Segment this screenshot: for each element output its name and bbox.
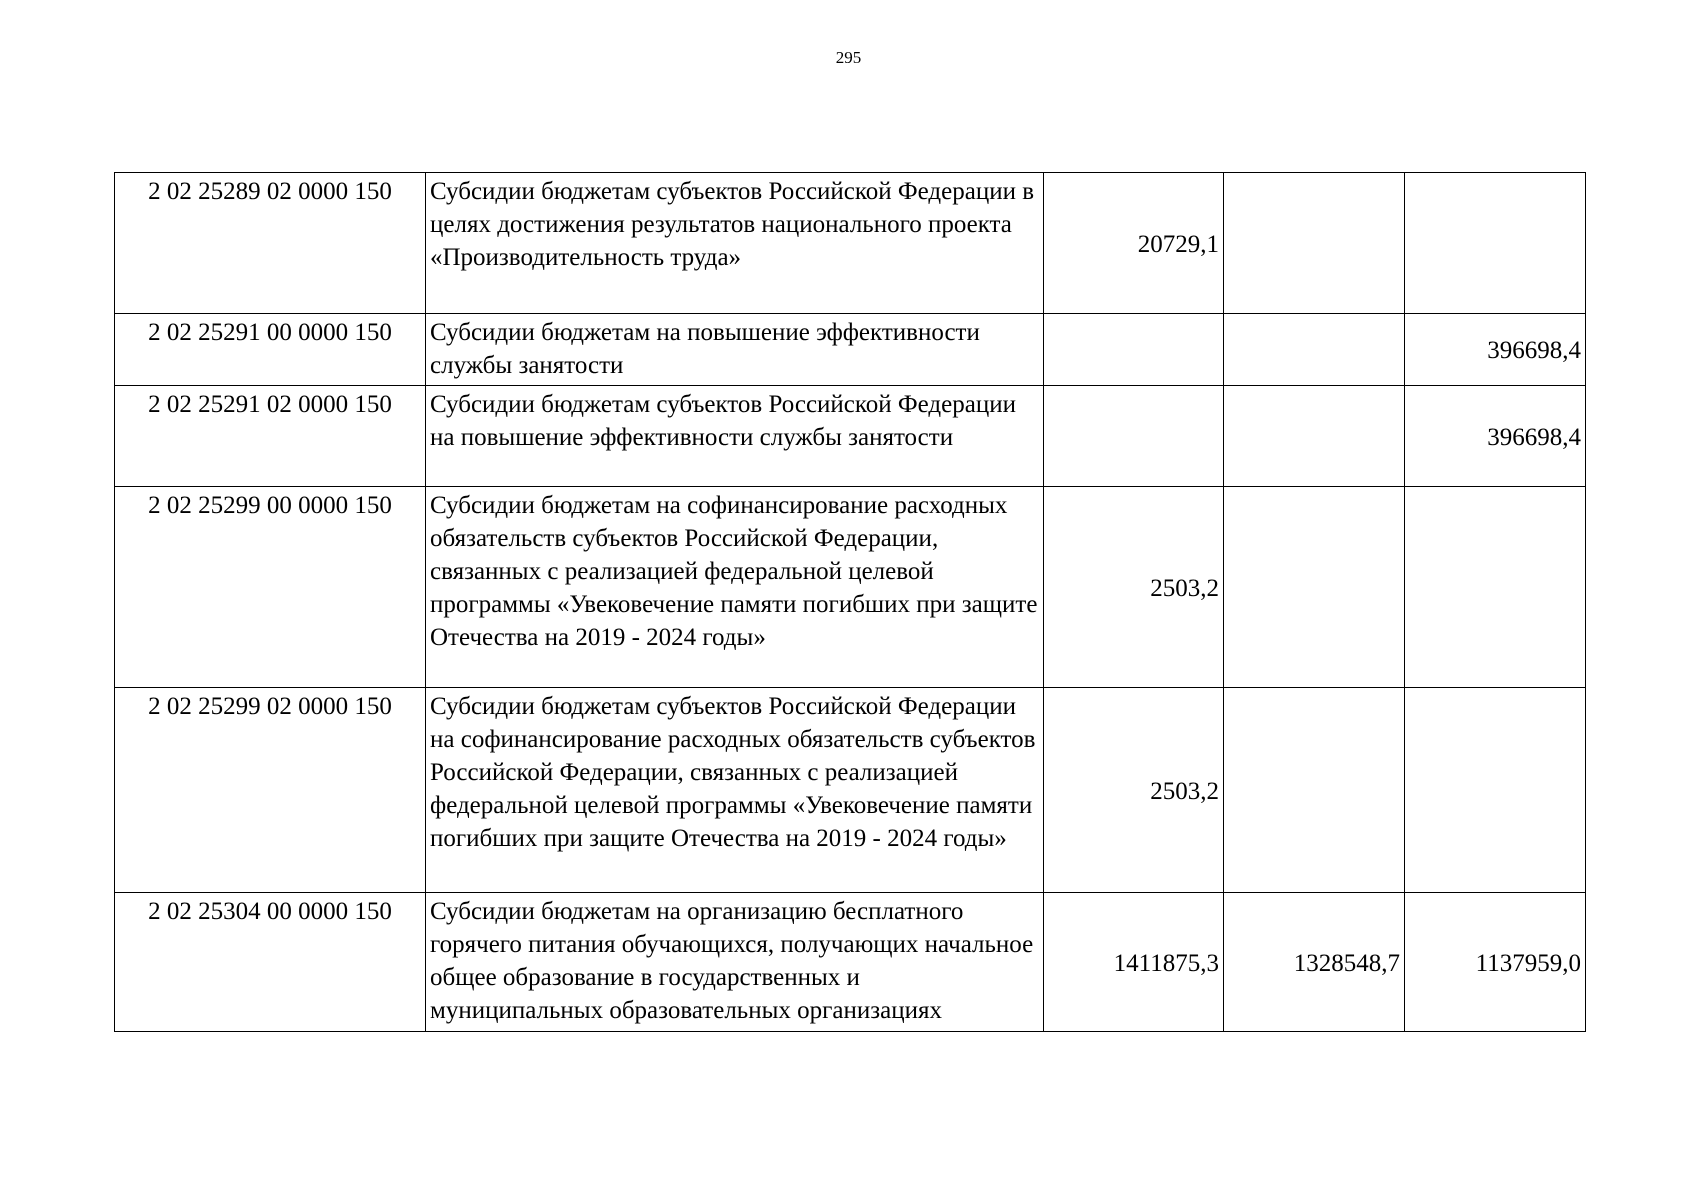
amount-cell-2 [1224, 173, 1405, 314]
table-row [115, 487, 1586, 688]
table-row [115, 173, 1586, 314]
amount-cell-1: 2503,2 [1044, 487, 1224, 688]
description-cell: Субсидии бюджетам на повышение эффективности службы занятости [426, 314, 1044, 386]
amount-cell-1 [1044, 314, 1224, 386]
amount-cell-2 [1224, 386, 1405, 487]
amount-cell-3: 1137959,0 [1405, 893, 1586, 1032]
description-cell: Субсидии бюджетам на софинансирование расходных обязательств субъектов Российской Федерации, связанных с реализацией федеральной целевой программы «Увековечение памяти погибших при защите Отечества на 2019 - 2024 годы» [426, 487, 1044, 688]
description-cell: Субсидии бюджетам на организацию бесплатного горячего питания обучающихся, получающих начальное общее образование в государственных и муниципальных образовательных организациях [426, 893, 1044, 1032]
amount-cell-3 [1405, 487, 1586, 688]
amount-cell-2 [1224, 688, 1405, 893]
description-cell: Субсидии бюджетам субъектов Российской Федерации на софинансирование расходных обязательств субъектов Российской Федерации, связанных с реализацией федеральной целевой программы «Увековечение памяти погибших при защите Отечества на 2019 - 2024 годы» [426, 688, 1044, 893]
amount-cell-2 [1224, 487, 1405, 688]
budget-code-cell: 2 02 25304 00 0000 150 [115, 893, 426, 1032]
table-row [115, 893, 1586, 1032]
description-cell: Субсидии бюджетам субъектов Российской Федерации в целях достижения результатов национального проекта «Производительность труда» [426, 173, 1044, 314]
budget-code-cell: 2 02 25289 02 0000 150 [115, 173, 426, 314]
amount-cell-1 [1044, 386, 1224, 487]
amount-cell-3 [1405, 688, 1586, 893]
budget-table [114, 172, 1586, 1032]
amount-cell-1: 1411875,3 [1044, 893, 1224, 1032]
amount-cell-3 [1405, 173, 1586, 314]
amount-cell-3: 396698,4 [1405, 386, 1586, 487]
amount-cell-2: 1328548,7 [1224, 893, 1405, 1032]
amount-cell-3: 396698,4 [1405, 314, 1586, 386]
description-cell: Субсидии бюджетам субъектов Российской Федерации на повышение эффективности службы занятости [426, 386, 1044, 487]
amount-cell-1: 20729,1 [1044, 173, 1224, 314]
amount-cell-1: 2503,2 [1044, 688, 1224, 893]
amount-cell-2 [1224, 314, 1405, 386]
page-number: 295 [835, 48, 862, 67]
budget-code-cell: 2 02 25299 02 0000 150 [115, 688, 426, 893]
budget-code-cell: 2 02 25291 02 0000 150 [115, 386, 426, 487]
table-row [115, 688, 1586, 893]
table-row [115, 314, 1586, 386]
budget-code-cell: 2 02 25291 00 0000 150 [115, 314, 426, 386]
table-row [115, 386, 1586, 487]
budget-code-cell: 2 02 25299 00 0000 150 [115, 487, 426, 688]
